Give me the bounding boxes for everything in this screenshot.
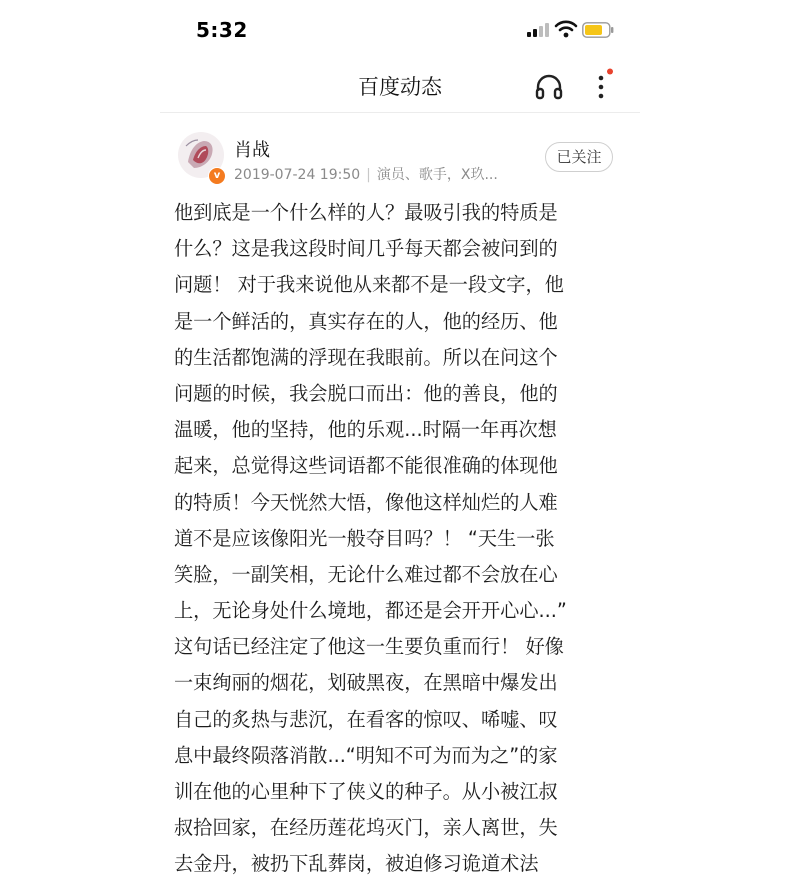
verified-badge: v	[208, 167, 226, 185]
follow-button[interactable]: 已关注	[545, 142, 613, 172]
wifi-icon	[555, 20, 577, 38]
article-line: 什么？这是我这段时间几乎每天都会被问到的	[174, 237, 558, 261]
headphones-icon[interactable]	[534, 72, 564, 100]
article-line: 的生活都饱满的浮现在我眼前。所以在问这个	[174, 345, 558, 369]
article-line: 叔拾回家，在经历莲花坞灭门，亲人离世，失	[174, 816, 558, 840]
page-title: 百度动态	[358, 75, 442, 99]
status-bar	[160, 0, 640, 60]
cellular-signal-icon	[527, 23, 549, 37]
meta-separator: |	[366, 167, 371, 183]
notification-dot	[607, 69, 613, 75]
post-meta	[234, 164, 498, 184]
battery-icon	[582, 22, 614, 38]
article-line: 自己的炙热与悲沉，在看客的惊叹、唏嘘、叹	[174, 707, 558, 731]
nav-header	[160, 60, 640, 113]
author-name[interactable]: 肖战	[234, 140, 270, 161]
more-options-icon[interactable]	[590, 68, 614, 102]
article-body	[174, 195, 614, 883]
article-line: 道不是应该像阳光一般夺目吗？！ “天生一张	[174, 526, 555, 550]
author-row	[160, 124, 640, 188]
article-line: 的特质！今天恍然大悟，像他这样灿烂的人难	[174, 490, 558, 514]
article-line: 起来，总觉得这些词语都不能很准确的体现他	[174, 454, 558, 478]
article-line: 上，无论身处什么境地，都还是会开开心心...”	[174, 599, 567, 623]
article-line: 他到底是一个什么样的人？最吸引我的特质是	[174, 201, 558, 224]
article-line: 问题的时候，我会脱口而出：他的善良，他的	[174, 381, 558, 405]
article-line: 这句话已经注定了他这一生要负重而行！ 好像	[174, 635, 564, 659]
article-line: 是一个鲜活的，真实存在的人，他的经历、他	[174, 309, 558, 333]
author-tags: 演员、歌手，X玖...	[376, 167, 498, 183]
article-line: 训在他的心里种下了侠义的种子。从小被江叔	[174, 780, 558, 803]
phone-screen	[160, 0, 640, 876]
article-line: 去金丹，被扔下乱葬岗，被迫修习诡道术法	[174, 852, 539, 876]
article-line: 笑脸，一副笑相，无论什么难过都不会放在心	[174, 562, 558, 586]
status-time: 5:32	[196, 18, 248, 42]
article-line: 一束绚丽的烟花，划破黑夜，在黑暗中爆发出	[174, 671, 558, 695]
post-datetime: 2019-07-24 19:50	[234, 167, 361, 183]
article-line: 问题！ 对于我来说他从来都不是一段文字，他	[174, 273, 564, 297]
article-line: 息中最终陨落消散...“明知不可为而为之”的家	[174, 743, 558, 767]
article-line: 温暖，他的坚持，他的乐观...时隔一年再次想	[174, 418, 557, 442]
